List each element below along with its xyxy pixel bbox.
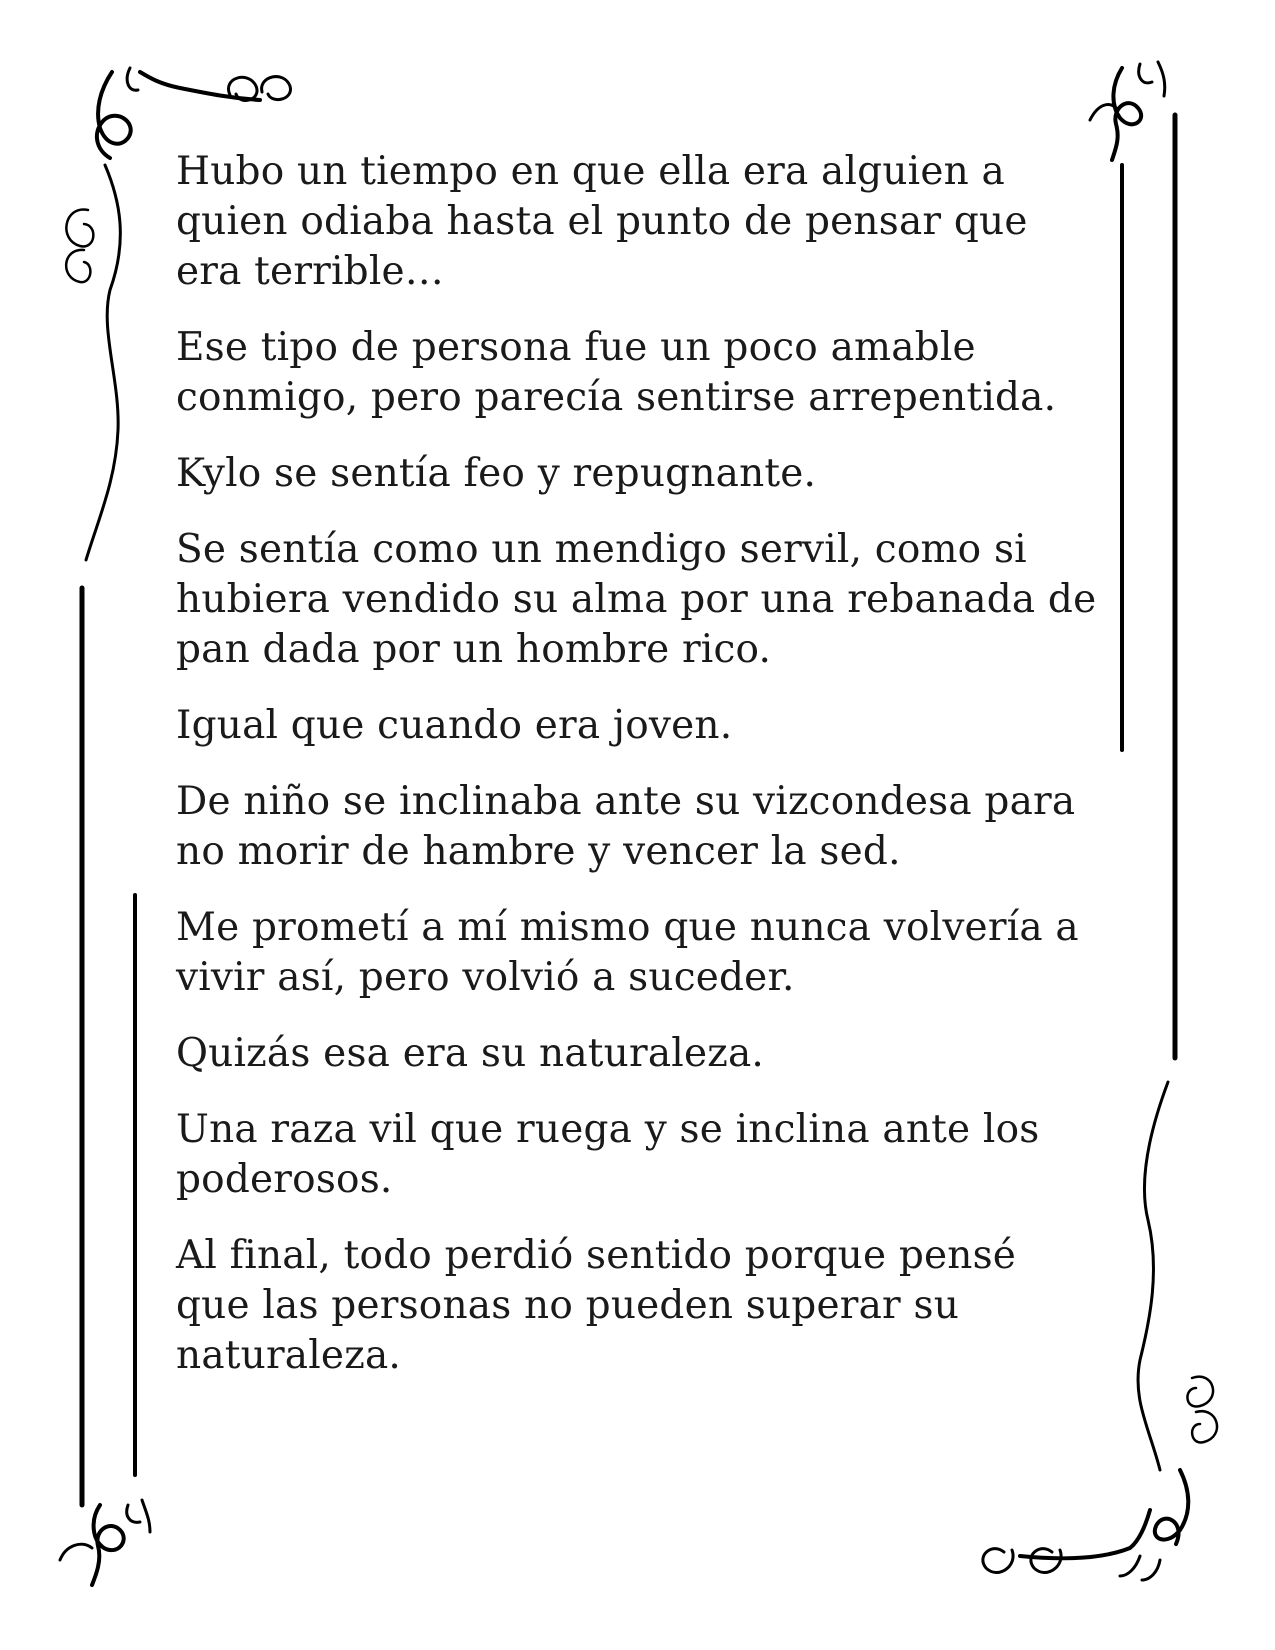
paragraph: Quizás esa era su naturaleza. <box>176 1031 765 1076</box>
paragraph: Kylo se sentía feo y repugnante. <box>176 451 817 496</box>
paragraph: Se sentía como un mendigo servil, como si hubiera vendido su alma por una rebanada de pan dada por un hombre rico. <box>176 527 1097 672</box>
paragraph: Una raza vil que ruega y se inclina ante los poderosos. <box>176 1107 1040 1202</box>
bottom-right-flourish <box>1138 1082 1168 1470</box>
paragraph: Me prometí a mí mismo que nunca volvería a vivir así, pero volvió a suceder. <box>176 905 1079 1000</box>
document-body <box>176 147 1101 1407</box>
paragraph: Hubo un tiempo en que ella era alguien a quien odiaba hasta el punto de pensar que era terrible… <box>176 149 1028 294</box>
paragraph: Igual que cuando era joven. <box>176 703 733 748</box>
paragraph: Al final, todo perdió sentido porque pensé que las personas no pueden superar su naturaleza. <box>176 1233 1017 1378</box>
top-right-flourish <box>1112 68 1141 160</box>
bottom-left-flourish <box>92 1505 124 1585</box>
paragraph: Ese tipo de persona fue un poco amable conmigo, pero parecía sentirse arrepentida. <box>176 325 1057 420</box>
paragraph: De niño se inclinaba ante su vizcondesa para no morir de hambre y vencer la sed. <box>176 779 1076 874</box>
top-left-flourish <box>97 72 131 158</box>
